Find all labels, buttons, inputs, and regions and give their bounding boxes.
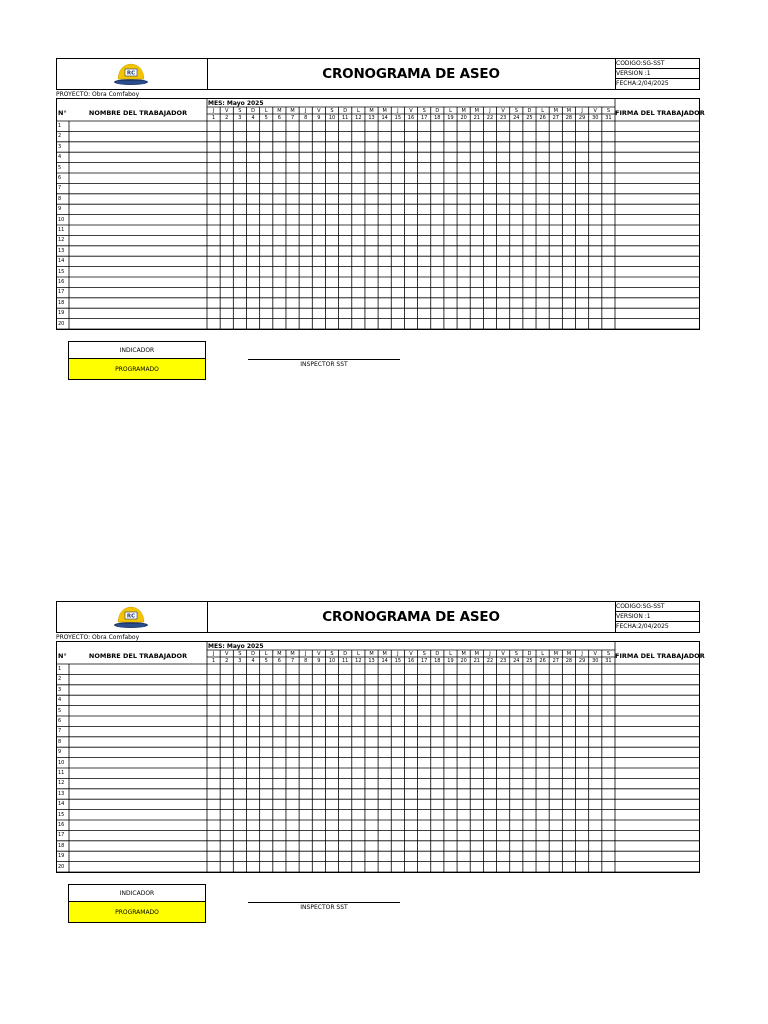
day-number-label: 16 [407,657,415,664]
weekday-label: S [238,650,242,657]
inspector-label: INSPECTOR SST [300,361,348,368]
weekday-label: S [422,107,426,114]
column-header-signature: FIRMA DEL TRABAJADOR [615,652,705,660]
column-header-signature: FIRMA DEL TRABAJADOR [615,109,705,117]
day-number-label: 31 [605,114,612,121]
day-number-label: 8 [304,114,308,121]
indicator-box [68,341,206,380]
day-number-label: 30 [592,114,599,121]
weekday-label: M [382,650,387,657]
row-number: 9 [58,206,62,213]
weekday-label: M [474,650,479,657]
weekday-label: M [382,107,387,114]
day-number-label: 21 [473,657,480,664]
title-cell [207,59,616,89]
svg-text:RC: RC [126,613,136,620]
grid-lines [57,642,705,872]
row-number: 6 [58,718,62,724]
row-number: 14 [58,258,65,265]
inspector-signature-line [248,359,400,360]
weekday-label: S [422,650,426,657]
codigo-label: CODIGO:SG-SST [615,59,699,69]
row-number: 1 [58,666,62,672]
day-number-label: 19 [447,657,454,664]
weekday-label: D [527,650,532,657]
row-number: 7 [58,185,62,192]
weekday-label: J [581,107,583,114]
weekday-label: S [606,107,610,114]
day-number-label: 6 [277,657,281,664]
weekday-label: J [212,107,215,114]
document-title: CRONOGRAMA DE ASEO [322,66,500,82]
day-number-label: 11 [342,114,349,121]
weekday-label: J [397,107,399,114]
schedule-grid [56,98,705,330]
project-line: PROYECTO: Obra Comfaboy [56,634,140,641]
indicator-title: INDICADOR [69,342,205,359]
weekday-label: S [514,650,518,657]
day-number-label: 28 [565,657,573,664]
row-number: 19 [58,310,65,317]
day-number-label: 15 [394,657,402,664]
row-number: 18 [58,299,65,306]
column-header-worker-name: NOMBRE DEL TRABAJADOR [88,652,188,660]
row-number: 11 [58,227,65,233]
header-block [56,601,700,633]
svg-text:RC: RC [126,70,136,77]
row-number: 14 [58,801,65,808]
weekday-label: V [317,650,321,657]
inspector-label: INSPECTOR SST [300,904,348,911]
row-number: 17 [58,289,65,296]
day-number-label: 7 [290,114,295,121]
day-number-label: 12 [355,114,362,121]
day-number-label: 23 [499,657,507,664]
row-number: 2 [58,676,62,683]
indicator-programmed: PROGRAMADO [69,359,205,379]
row-number: 13 [58,247,65,254]
day-number-label: 4 [251,114,255,121]
weekday-label: L [541,107,544,114]
day-number-label: 23 [499,114,507,121]
weekday-label: V [501,650,505,657]
day-number-label: 17 [420,657,428,664]
row-number: 15 [58,811,65,818]
weekday-label: D [251,650,255,657]
day-number-label: 20 [460,114,467,121]
weekday-label: V [409,650,413,657]
weekday-label: M [369,650,374,657]
day-number-label: 13 [368,657,375,664]
day-number-label: 21 [473,114,480,121]
day-number-label: 30 [592,657,599,664]
day-number-label: 22 [486,657,494,664]
day-number-label: 2 [225,114,229,121]
weekday-label: D [343,650,348,657]
weekday-label: D [435,107,440,114]
day-number-label: 9 [317,657,321,664]
weekday-label: D [435,650,440,657]
row-number: 5 [58,707,62,714]
day-number-label: 29 [578,114,586,121]
company-logo-icon [111,62,151,87]
weekday-label: S [330,650,334,657]
day-number-label: 5 [264,114,268,121]
weekday-label: D [527,107,532,114]
row-number: 16 [58,822,65,828]
column-header-worker-name: NOMBRE DEL TRABAJADOR [88,109,188,117]
row-number: 20 [58,863,65,870]
day-number-label: 26 [539,657,546,664]
weekday-label: J [489,107,491,114]
weekday-label: S [238,107,242,114]
weekday-label: J [304,650,307,657]
day-number-label: 16 [407,114,415,121]
indicator-title: INDICADOR [69,885,205,902]
weekday-label: M [553,650,558,657]
codigo-label: CODIGO:SG-SST [615,602,699,612]
day-number-label: 1 [211,657,216,664]
day-number-label: 9 [317,114,321,121]
document-meta [615,59,699,89]
weekday-label: M [369,107,374,114]
row-number: 17 [58,832,65,839]
month-label: MES: Mayo 2025 [208,643,264,650]
day-number-label: 2 [225,657,229,664]
row-number: 19 [58,853,65,860]
day-number-label: 29 [578,657,586,664]
weekday-label: J [397,650,399,657]
row-number: 10 [58,759,65,766]
weekday-label: M [290,107,295,114]
weekday-label: V [593,650,597,657]
weekday-label: L [449,650,452,657]
day-number-label: 1 [211,114,216,121]
title-cell [207,602,616,632]
weekday-label: M [474,107,479,114]
row-number: 10 [58,216,65,223]
weekday-label: J [581,650,583,657]
weekday-label: J [304,107,307,114]
weekday-label: V [501,107,505,114]
weekday-label: M [290,650,295,657]
row-number: 11 [58,770,65,776]
day-number-label: 31 [605,657,612,664]
grid-lines [57,99,705,329]
day-number-label: 24 [513,657,520,664]
day-number-label: 6 [277,114,281,121]
inspector-signature-line [248,902,400,903]
weekday-label: M [461,650,466,657]
day-number-label: 18 [434,114,441,121]
row-number: 4 [58,154,62,161]
day-number-label: 28 [565,114,573,121]
day-number-label: 7 [290,657,295,664]
day-number-label: 18 [434,657,441,664]
month-label: MES: Mayo 2025 [208,100,264,107]
row-number: 9 [58,749,62,756]
day-number-label: 10 [328,114,336,121]
day-number-label: 25 [526,657,533,664]
weekday-label: V [225,107,229,114]
weekday-label: S [330,107,334,114]
header-block [56,58,700,90]
weekday-label: M [566,107,572,114]
day-number-label: 15 [394,114,402,121]
weekday-label: L [356,107,360,114]
day-number-label: 24 [513,114,520,121]
weekday-label: M [277,107,282,114]
row-number: 8 [58,195,62,202]
row-number: 7 [58,728,62,735]
day-number-label: 14 [381,114,388,121]
day-number-label: 5 [264,657,268,664]
indicator-box [68,884,206,923]
row-number: 3 [58,143,62,150]
day-number-label: 27 [552,657,559,664]
version-label: VERSION :1 [615,612,699,622]
weekday-label: V [225,650,229,657]
day-number-label: 10 [328,657,336,664]
weekday-label: V [317,107,321,114]
day-number-label: 12 [355,657,362,664]
weekday-label: L [264,650,268,657]
company-logo-icon [111,605,151,630]
version-label: VERSION :1 [615,69,699,79]
day-number-label: 4 [251,657,255,664]
day-number-label: 20 [460,657,467,664]
weekday-label: S [606,650,610,657]
column-header-number: N° [58,109,67,117]
weekday-label: M [461,107,466,114]
day-number-label: 3 [238,114,242,121]
row-number: 3 [58,686,62,693]
row-number: 12 [58,780,65,787]
day-number-label: 17 [420,114,428,121]
logo-cell [57,602,208,632]
row-number: 15 [58,268,65,275]
weekday-label: L [541,650,544,657]
weekday-label: D [343,107,348,114]
row-number: 6 [58,175,62,181]
row-number: 8 [58,738,62,745]
document-title: CRONOGRAMA DE ASEO [322,609,500,625]
day-number-label: 8 [304,657,308,664]
logo-cell [57,59,208,89]
fecha-label: FECHA:2/04/2025 [616,80,669,87]
fecha-label: FECHA:2/04/2025 [616,623,669,630]
row-number: 20 [58,320,65,327]
row-number: 12 [58,237,65,244]
document-meta [615,602,699,632]
day-number-label: 27 [552,114,559,121]
row-number: 13 [58,790,65,797]
day-number-label: 22 [486,114,494,121]
weekday-label: M [553,107,558,114]
weekday-label: L [449,107,452,114]
row-number: 16 [58,279,65,285]
weekday-label: M [277,650,282,657]
schedule-grid [56,641,705,873]
day-number-label: 26 [539,114,546,121]
weekday-label: V [593,107,597,114]
day-number-label: 19 [447,114,454,121]
project-line: PROYECTO: Obra Comfaboy [56,91,140,98]
weekday-label: V [409,107,413,114]
day-number-label: 25 [526,114,533,121]
weekday-label: M [566,650,572,657]
day-number-label: 14 [381,657,388,664]
day-number-label: 13 [368,114,375,121]
row-number: 18 [58,842,65,849]
row-number: 5 [58,164,62,171]
weekday-label: J [489,650,491,657]
weekday-label: D [251,107,255,114]
weekday-label: S [514,107,518,114]
row-number: 2 [58,133,62,140]
day-number-label: 11 [342,657,349,664]
row-number: 4 [58,697,62,704]
indicator-programmed: PROGRAMADO [69,902,205,922]
weekday-label: J [212,650,215,657]
weekday-label: L [264,107,268,114]
column-header-number: N° [58,652,67,660]
weekday-label: L [356,650,360,657]
row-number: 1 [58,123,62,129]
day-number-label: 3 [238,657,242,664]
